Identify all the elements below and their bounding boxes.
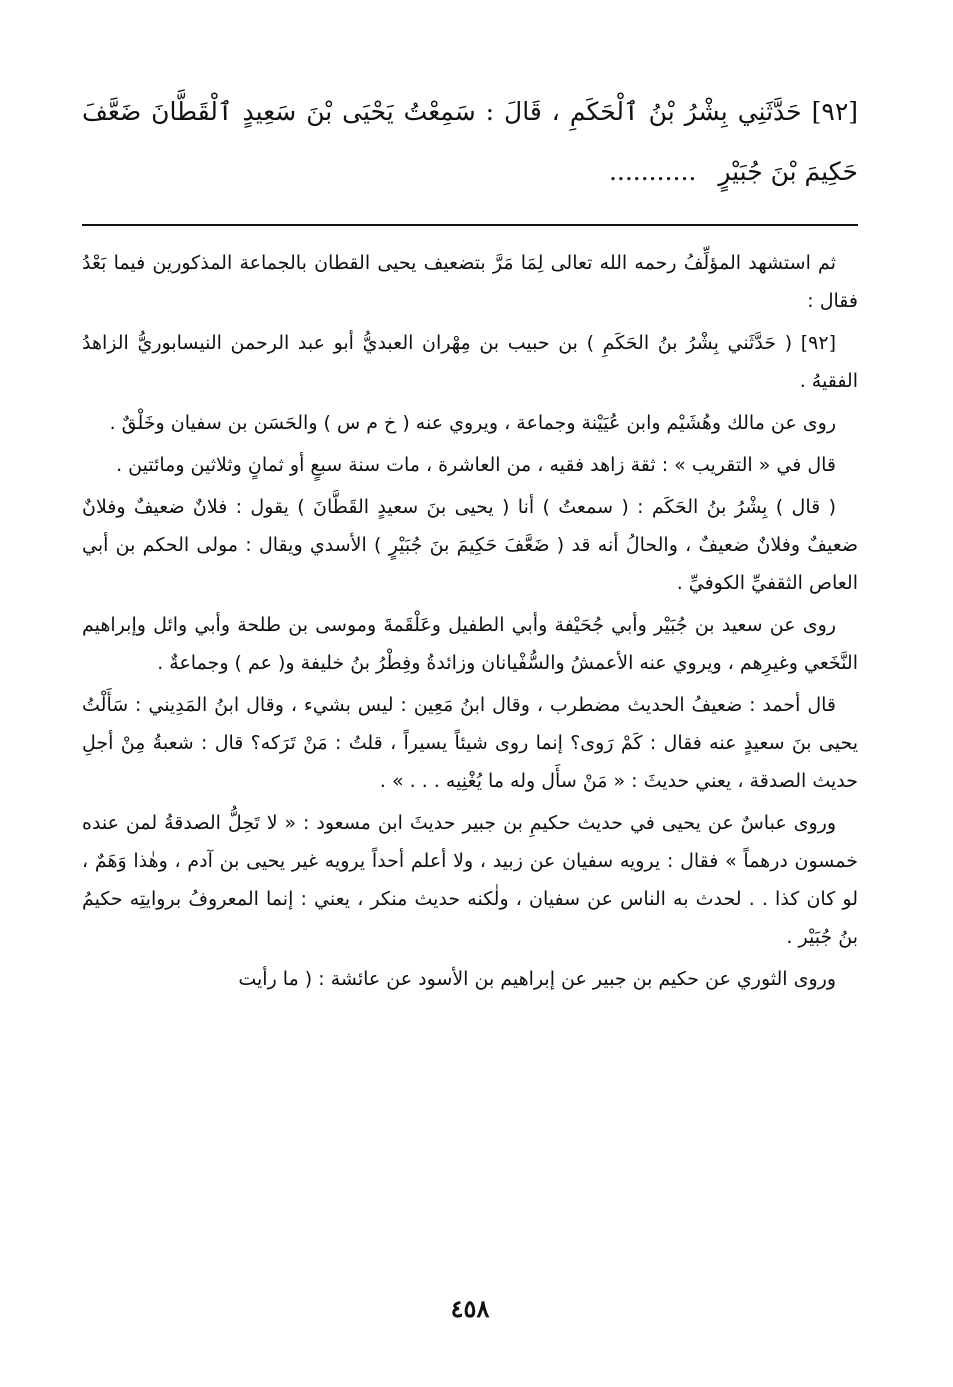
commentary-paragraph: روى عن مالك وهُشَيْم وابن عُيَيْنة وجماعة ، ويروي عنه ( خ م س ) والحَسَن بن سفيان وخَلْقٌ . [109,412,836,434]
hadith-matn: حَدَّثَنِي بِشْرُ بْنُ ٱلْحَكَمِ ، قَالَ : سَمِعْتُ يَحْيَى بْنَ سَعِيدٍ ٱلْقَطَّانَ ضَعَّفَ حَكِيمَ بْنَ جُبَيْرٍ [82,97,858,186]
commentary-paragraph: روى عن سعيد بن جُبَيْر وأبي جُحَيْفة وأبي الطفيل وعَلْقَمةَ وموسى بن طلحة وأبي وائل وإبراهيم النَّخَعي وغيرِهم ، ويروي عنه الأعمشُ والسُّفْيانان وزائدةُ وفِطْرُ بنُ خليفة و( عم ) وجماعةٌ . [82,614,858,674]
hadith-text-header [82,82,858,202]
commentary-paragraph: ( قال ) بِشْرُ بنُ الحَكَم : ( سمعتُ ) أنا ( يحيى بنَ سعيدٍ القَطَّانَ ) يقول : فلانٌ ضعيفٌ وفلانٌ ضعيفٌ وفلانٌ ضعيفٌ ، والحالُ أنه قد ( ضَعَّفَ حَكِيمَ بنَ جُبَيْرٍ ) الأسدي ويقال : مولى الحكم بن أبي العاص الثقفيِّ الكوفيِّ . [82,496,858,594]
hadith-number: [٩٢] [811,97,859,126]
header-divider [82,224,858,226]
commentary-paragraph: قال في « التقريب » : ثقة زاهد فقيه ، من العاشرة ، مات سنة سبعٍ أو ثمانٍ وثلاثين ومائتين . [116,454,836,476]
commentary-paragraph: وروى عباسٌ عن يحيى في حديث حكيمِ بن جبير حديثَ ابن مسعود : « لا تَحِلُّ الصدقةُ لمن عنده خمسون درهماً » فقال : يرويه سفيان عن زبيد ، ولا أعلم أحداً يرويه غير يحيى بن آدم ، وهٰذا وَهَمٌ ، لو كان كذا . . لحدث به الناس عن سفيان ، ولٰكنه حديث منكر ، يعني : إنما المعروفُ بروايتِه حكيمُ بنُ جُبَيْر . [82,812,858,948]
commentary-paragraph: قال أحمد : ضعيفُ الحديث مضطرب ، وقال ابنُ مَعِين : ليس بشيء ، وقال ابنُ المَدِيني : سَأَلْتُ يحيى بنَ سعيدٍ عنه فقال : كَمْ رَوى؟ إنما روى شيئاً يسيراً ، قلتُ : مَنْ تَرَكه؟ قال : شعبةُ مِنْ أجلِ حديث الصدقة ، يعني حديثَ : « مَنْ سأَل وله ما يُغْنِيه . . . » . [82,694,858,792]
header-dots: ........... [608,157,697,186]
commentary-paragraph: [٩٢] ( حَدَّثَني بِشْرُ بنُ الحَكَمِ ) بن حبيب بن مِهْران العبديُّ أبو عبد الرحمن النيسابوريُّ الزاهدُ الفقيهُ . [82,332,858,392]
document-page [82,82,858,1332]
commentary-paragraph: ثم استشهد المؤلِّفُ رحمه الله تعالى لِمَا مَرَّ بتضعيف يحيى القطان بالجماعة المذكورين فيما بَعْدُ فقال : [82,252,858,312]
commentary-paragraph: وروى الثوري عن حكيم بن جبير عن إبراهيم بن الأسود عن عائشة : ( ما رأيت [238,968,836,990]
page-number: ٤٥٨ [450,1294,490,1323]
